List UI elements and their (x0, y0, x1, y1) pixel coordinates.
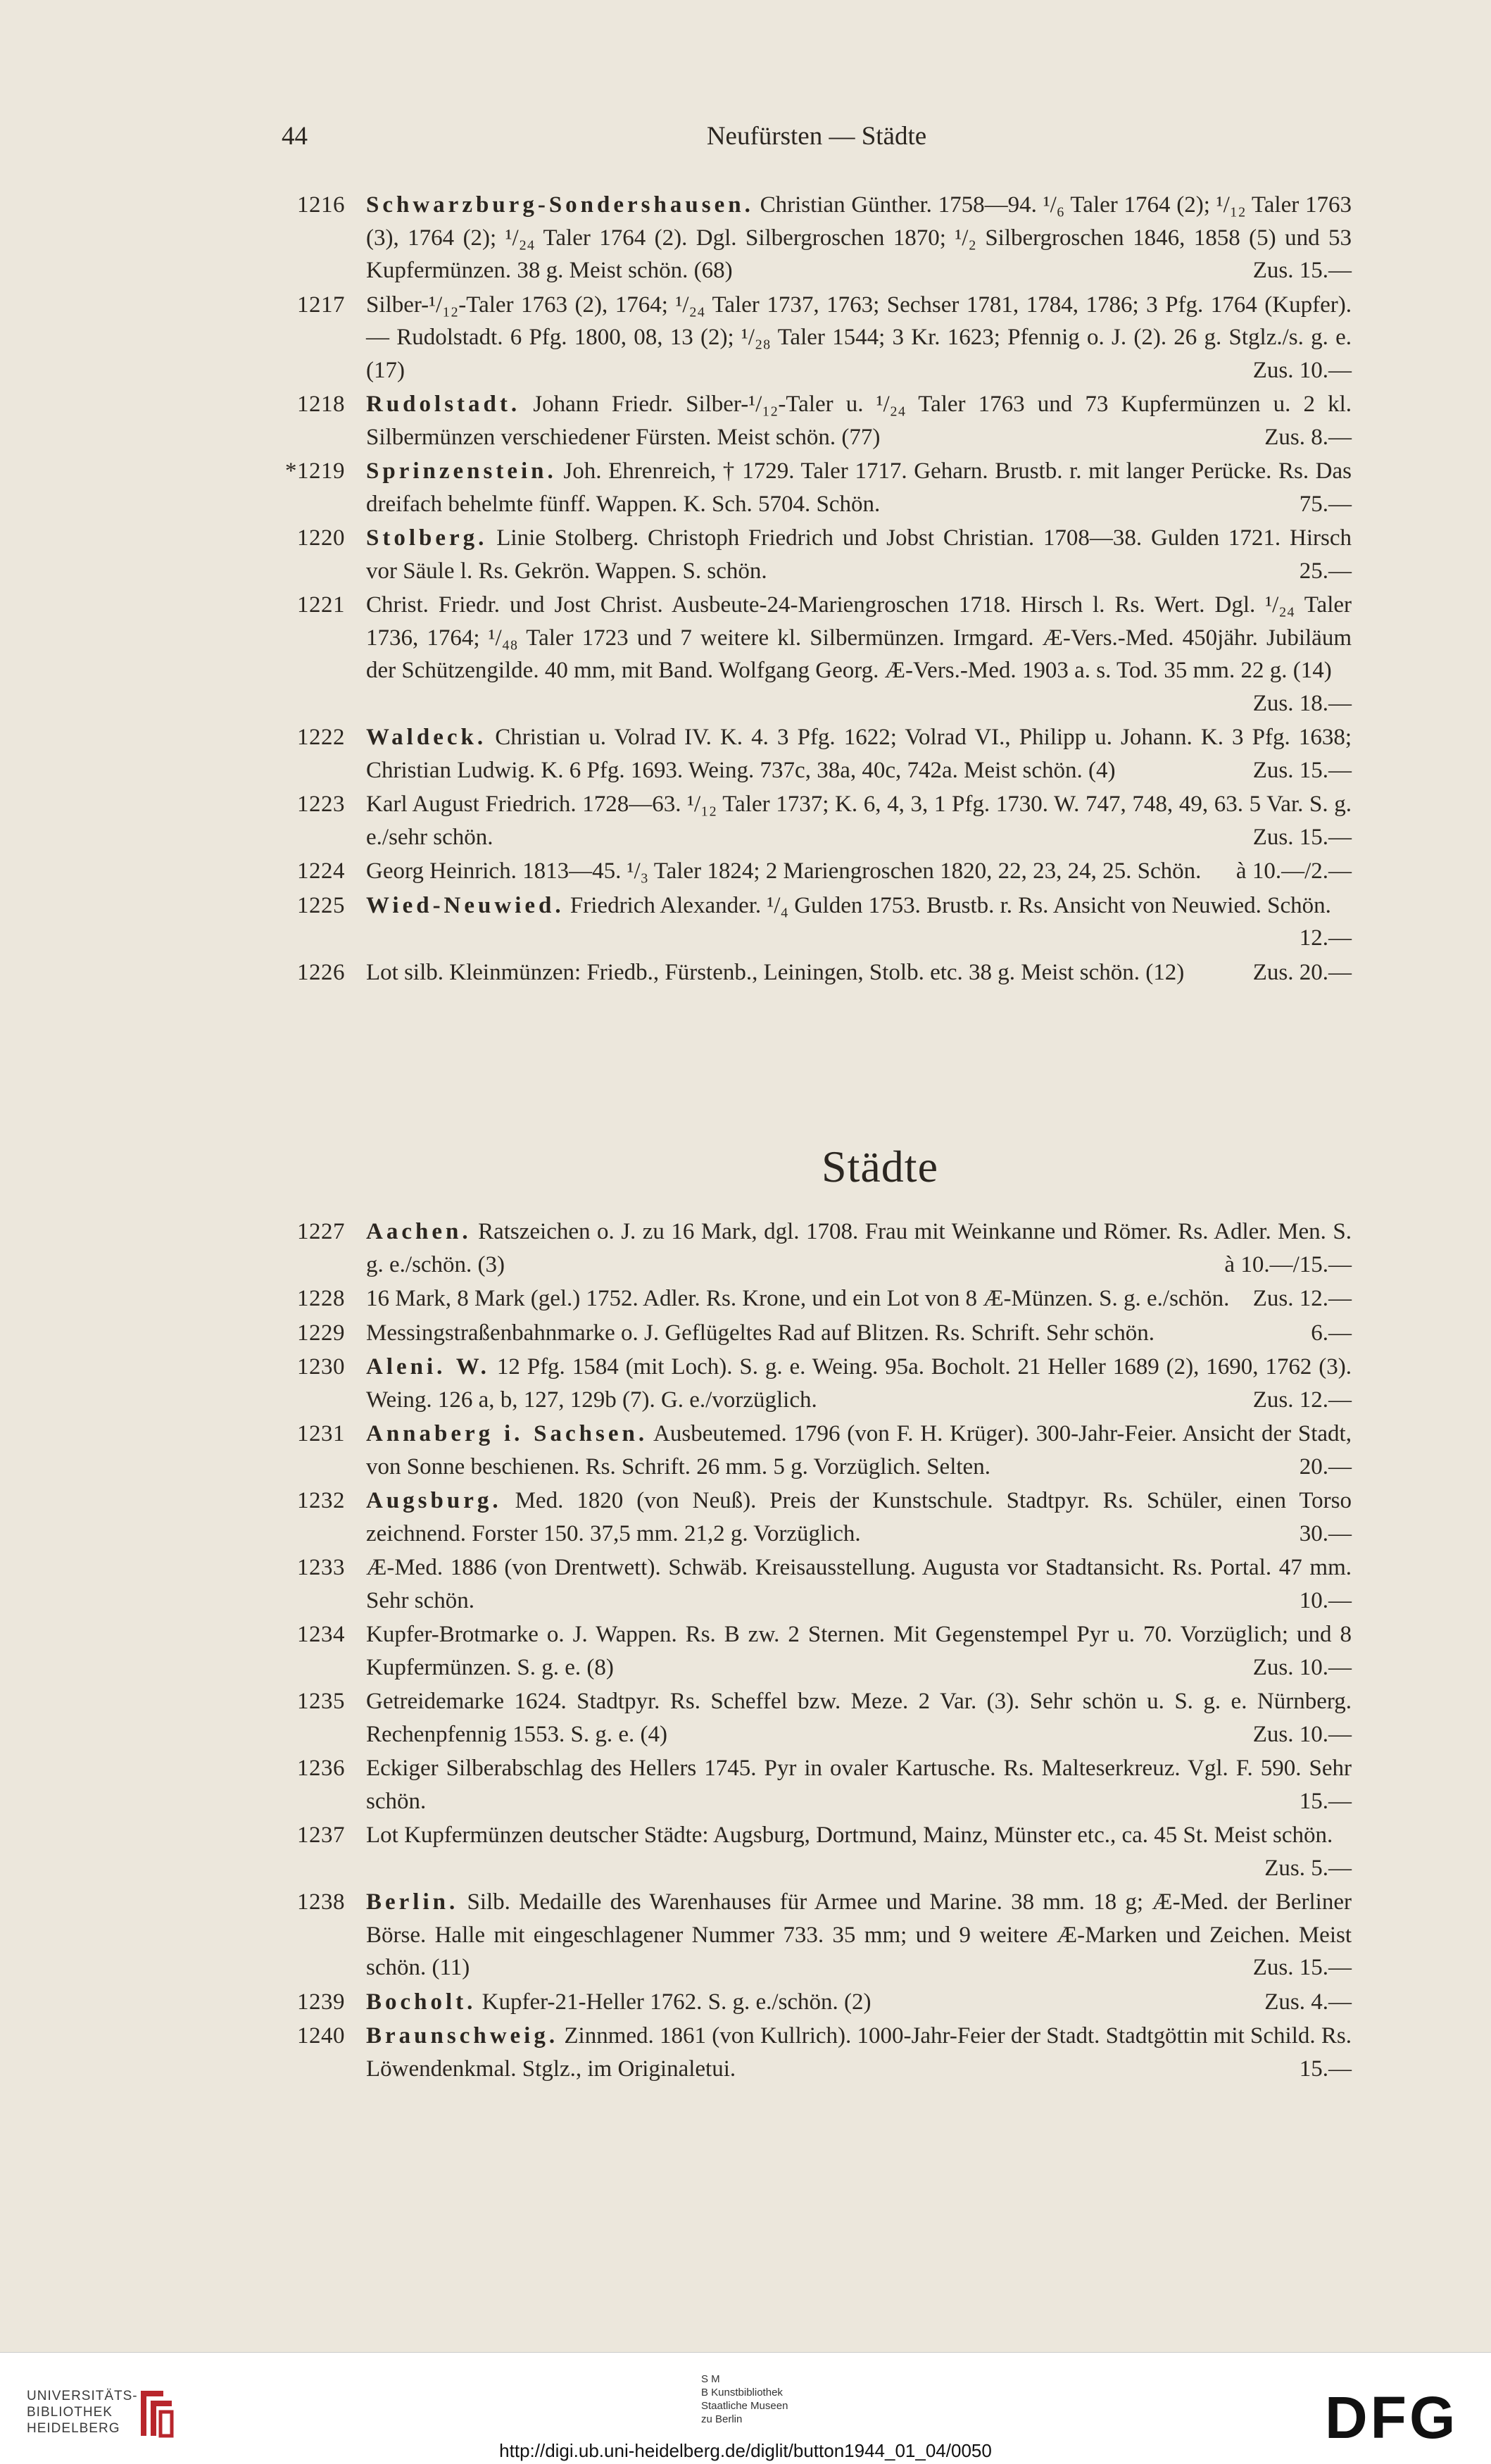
institution-credit: S M B Kunstbibliothek Staatliche Museen zu Berlin (701, 2373, 788, 2425)
lot-number: 1232 (297, 1488, 345, 1513)
lot-description (345, 1819, 1360, 1884)
lot-description (345, 1418, 1360, 1483)
lot-text: Æ-Med. 1886 (von Drentwett). Schwäb. Kreisausstellung. Augusta vor Stadtansicht. Rs. Portal. 47 mm. Sehr schön. (366, 1555, 1352, 1613)
catalog-entry (262, 1317, 1360, 1350)
lot-text: Christian u. Volrad IV. K. 4. 3 Pfg. 1622; Volrad VI., Philipp u. Johann. K. 3 Pfg. 1638; Christian Ludwig. K. 6 Pfg. 1693. Weing. 737c, 38a, 40c, 742a. Meist schön. (4) (366, 725, 1352, 783)
lot-heading: Augsburg. (366, 1488, 502, 1513)
lot-number: 1236 (297, 1756, 345, 1781)
lot-text: Zinnmed. 1861 (von Kullrich). 1000-Jahr-Feier der Stadt. Stadtgöttin mit Schild. Rs. Löwendenkmal. Stglz., im Originaletui. (366, 2023, 1352, 2082)
lot-number: 1229 (297, 1320, 345, 1346)
lot-description (345, 1317, 1360, 1350)
lot-price: 15.— (1299, 1788, 1352, 1814)
catalog-entry (262, 1752, 1360, 1818)
catalog-entry (262, 455, 1360, 520)
catalog-entry (262, 2020, 1360, 2085)
university-logo-icon[interactable] (135, 2387, 177, 2440)
lot-price: Zus. 12.— (1252, 1286, 1352, 1311)
lot-number: 1226 (297, 959, 345, 985)
lot-price: à 10.—/15.— (1224, 1251, 1352, 1277)
university-name[interactable]: UNIVERSITÄTS- BIBLIOTHEK HEIDELBERG (27, 2389, 138, 2436)
lot-price: Zus. 5.— (1264, 1855, 1352, 1881)
lot-text: Kupfer-Brotmarke o. J. Wappen. Rs. B zw. 2 Sternen. Mit Gegenstempel Pyr u. 70. Vorzüglich; und 8 Kupfermünzen. S. g. e. (8) (366, 1622, 1352, 1680)
lot-description (345, 788, 1360, 853)
lot-text: Eckiger Silberabschlag des Hellers 1745. Pyr in ovaler Kartusche. Rs. Malteserkreuz. Vgl. F. 590. Sehr schön. (366, 1756, 1352, 1814)
lot-number: 1238 (297, 1889, 345, 1915)
lot-text: Linie Stolberg. Christoph Friedrich und Jobst Christian. 1708—38. Gulden 1721. Hirsch vor Säule l. Rs. Gekrön. Wappen. S. schön. (366, 525, 1352, 584)
lot-number: 1217 (297, 292, 345, 318)
lot-description (345, 589, 1360, 720)
lot-price: 30.— (1299, 1520, 1352, 1546)
lot-text: Johann Friedr. Silber-¹/₁₂-Taler u. ¹/₂₄ Taler 1763 und 73 Kupfermünzen u. 2 kl. Silbermünzen verschiedener Fürsten. Meist schön. (77) (366, 392, 1352, 450)
lot-number: 1227 (297, 1219, 345, 1244)
catalog-entry (262, 589, 1360, 720)
lot-number: 1237 (297, 1822, 345, 1848)
lot-description (345, 721, 1360, 787)
lot-text: Georg Heinrich. 1813—45. ¹/₃ Taler 1824; 2 Mariengroschen 1820, 22, 23, 24, 25. Schön. (366, 858, 1202, 884)
lot-description (345, 388, 1360, 454)
catalog-entry (262, 1418, 1360, 1483)
lot-description (345, 1618, 1360, 1684)
lot-heading: Berlin. (366, 1889, 459, 1915)
lot-price: à 10.—/2.— (1235, 858, 1352, 884)
catalog-entry (262, 1618, 1360, 1684)
lot-description (345, 1752, 1360, 1818)
catalog-entry (262, 522, 1360, 587)
lot-text: Kupfer-21-Heller 1762. S. g. e./schön. (2) (482, 1989, 872, 2015)
catalog-entry (262, 1886, 1360, 1984)
lot-number: 1220 (297, 525, 345, 551)
lot-number: 1233 (297, 1555, 345, 1580)
lot-number: 1225 (297, 892, 345, 918)
source-url[interactable]: http://digi.ub.uni-heidelberg.de/diglit/button1944_01_04/0050 (499, 2440, 992, 2461)
lot-price: Zus. 18.— (1252, 690, 1352, 716)
lot-price: Zus. 15.— (1252, 258, 1352, 283)
lot-number: 1224 (297, 858, 345, 884)
lot-text: Silb. Medaille des Warenhauses für Armee und Marine. 38 mm. 18 g; Æ-Med. der Berliner Börse. Halle mit eingeschlagener Nummer 733. 35 mm; und 9 weitere Æ-Marken und Zeichen. Meist schön. (11) (366, 1889, 1352, 1980)
lot-heading: Aachen. (366, 1219, 472, 1244)
lot-number: 1228 (297, 1286, 345, 1311)
lot-description (345, 1282, 1360, 1315)
lot-number: 1230 (297, 1354, 345, 1380)
lot-description (345, 189, 1360, 287)
catalog-entry (262, 889, 1360, 955)
lot-text: Silber-¹/₁₂-Taler 1763 (2), 1764; ¹/₂₄ Taler 1737, 1763; Sechser 1781, 1784, 1786; 3 Pfg. 1764 (Kupfer). — Rudolstadt. 6 Pfg. 1800, 08, 13 (2); ¹/₂₈ Taler 1544; 3 Kr. 1623; Pfennig o. J. (2). 26 g. Stglz./s. g. e. (17) (366, 292, 1352, 383)
lot-price: Zus. 15.— (1252, 757, 1352, 783)
lot-text: Getreidemarke 1624. Stadtpyr. Rs. Scheffel bzw. Meze. 2 Var. (3). Sehr schön u. S. g. e. Nürnberg. Rechenpfennig 1553. S. g. e. (4) (366, 1689, 1352, 1747)
lot-price: Zus. 12.— (1252, 1387, 1352, 1413)
lot-heading: Wied-Neuwied. (366, 892, 565, 918)
lot-price: 20.— (1299, 1453, 1352, 1480)
entries-neufuersten (262, 189, 1360, 990)
lot-number: 1216 (297, 192, 345, 218)
lot-text: Messingstraßenbahnmarke o. J. Geflügeltes Rad auf Blitzen. Rs. Schrift. Sehr schön. (366, 1320, 1155, 1346)
page-header (282, 121, 1345, 163)
catalog-entry (262, 1215, 1360, 1281)
lot-price: 6.— (1311, 1320, 1352, 1346)
lot-text: Lot Kupfermünzen deutscher Städte: Augsburg, Dortmund, Mainz, Münster etc., ca. 45 St. Meist schön. (366, 1822, 1333, 1848)
catalog-entry (262, 1685, 1360, 1751)
lot-number: 1234 (297, 1622, 345, 1647)
catalog-entry (262, 956, 1360, 989)
lot-price: Zus. 15.— (1252, 1955, 1352, 1980)
lot-price: Zus. 20.— (1252, 959, 1352, 985)
lot-number: 1222 (297, 725, 345, 750)
lot-price: Zus. 10.— (1252, 357, 1352, 383)
lot-description (345, 1484, 1360, 1550)
lot-heading: Aleni. W. (366, 1354, 490, 1380)
lot-description (345, 889, 1360, 955)
catalog-entry (262, 1819, 1360, 1884)
lot-heading: Rudolstadt. (366, 392, 521, 417)
lot-text: Friedrich Alexander. ¹/₄ Gulden 1753. Brustb. r. Rs. Ansicht von Neuwied. Schön. (570, 892, 1331, 918)
lot-price: 15.— (1299, 2056, 1352, 2082)
lot-number: 1235 (297, 1689, 345, 1714)
viewer-footer (0, 2352, 1491, 2464)
running-title: Neufürsten — Städte (706, 122, 927, 151)
catalog-entry (262, 289, 1360, 387)
catalog-entry (262, 1986, 1360, 2019)
lot-heading: Stolberg. (366, 525, 488, 551)
catalog-entry (262, 189, 1360, 287)
lot-price: 12.— (1299, 925, 1352, 951)
lot-price: 25.— (1299, 558, 1352, 584)
catalog-entry (262, 1551, 1360, 1617)
lot-description (345, 455, 1360, 520)
page-number: 44 (282, 122, 308, 151)
lot-text: 16 Mark, 8 Mark (gel.) 1752. Adler. Rs. Krone, und ein Lot von 8 Æ-Münzen. S. g. e./schön. (366, 1286, 1230, 1311)
lot-description (345, 1685, 1360, 1751)
dfg-logo[interactable]: DFG (1325, 2384, 1459, 2451)
lot-description (345, 1986, 1360, 2019)
lot-description (345, 1551, 1360, 1617)
lot-description (345, 289, 1360, 387)
lot-price: Zus. 8.— (1264, 424, 1352, 450)
lot-text: Karl August Friedrich. 1728—63. ¹/₁₂ Taler 1737; K. 6, 4, 3, 1 Pfg. 1730. W. 747, 748, 49, 63. 5 Var. S. g. e./sehr schön. (366, 792, 1352, 850)
lot-price: 75.— (1299, 491, 1352, 517)
lot-description (345, 1886, 1360, 1984)
lot-price: Zus. 10.— (1252, 1654, 1352, 1680)
entries-staedte (262, 1215, 1360, 2087)
lot-number: 1239 (297, 1989, 345, 2015)
lot-heading: Sprinzenstein. (366, 458, 557, 484)
lot-text: Med. 1820 (von Neuß). Preis der Kunstschule. Stadtpyr. Rs. Schüler, einen Torso zeichnend. Forster 150. 37,5 mm. 21,2 g. Vorzüglich. (366, 1488, 1352, 1546)
catalog-entry (262, 788, 1360, 853)
lot-number: 1240 (297, 2023, 345, 2049)
lot-heading: Schwarzburg-Sondershausen. (366, 192, 754, 218)
lot-description (345, 956, 1360, 989)
lot-description (345, 1351, 1360, 1416)
lot-number: 1218 (297, 392, 345, 417)
lot-price: 10.— (1299, 1587, 1352, 1613)
catalog-entry (262, 721, 1360, 787)
lot-text: Ausbeutemed. 1796 (von F. H. Krüger). 300-Jahr-Feier. Ansicht der Stadt, von Sonne beschienen. Rs. Schrift. 26 mm. 5 g. Vorzüglich. Selten. (366, 1421, 1352, 1480)
lot-heading: Annaberg i. Sachsen. (366, 1421, 648, 1446)
catalog-entry (262, 1282, 1360, 1315)
lot-text: Christ. Friedr. und Jost Christ. Ausbeute-24-Mariengroschen 1718. Hirsch l. Rs. Wert. Dgl. ¹/₂₄ Taler 1736, 1764; ¹/₄₈ Taler 1723 und 7 weitere kl. Silbermünzen. Irmgard. Æ-Vers.-Med. 450jähr. Jubiläum der Schützengilde. 40 mm, mit Band. Wolfgang Georg. Æ-Vers.-Med. 1903 a. s. Tod. 35 mm. 22 g. (14) (366, 592, 1352, 683)
lot-heading: Bocholt. (366, 1989, 477, 2015)
lot-description (345, 1215, 1360, 1281)
lot-description (345, 855, 1360, 888)
lot-description (345, 522, 1360, 587)
lot-number: 1223 (297, 792, 345, 817)
lot-text: Lot silb. Kleinmünzen: Friedb., Fürstenb., Leiningen, Stolb. etc. 38 g. Meist schön. (12) (366, 959, 1185, 985)
lot-text: Joh. Ehrenreich, † 1729. Taler 1717. Geharn. Brustb. r. mit langer Perücke. Rs. Das dreifach behelmte fünff. Wappen. K. Sch. 5704. Schön. (366, 458, 1352, 517)
catalog-entry (262, 388, 1360, 454)
lot-heading: Braunschweig. (366, 2023, 559, 2049)
catalog-entry (262, 855, 1360, 888)
catalog-entry (262, 1351, 1360, 1416)
lot-text: 12 Pfg. 1584 (mit Loch). S. g. e. Weing. 95a. Bocholt. 21 Heller 1689 (2), 1690, 1762 (3). Weing. 126 a, b, 127, 129b (7). G. e./vorzüglich. (366, 1354, 1352, 1413)
lot-number: *1219 (285, 458, 345, 484)
section-title: Städte (822, 1142, 938, 1192)
lot-text: Ratszeichen o. J. zu 16 Mark, dgl. 1708. Frau mit Weinkanne und Römer. Rs. Adler. Men. S. g. e./schön. (3) (366, 1219, 1352, 1277)
lot-heading: Waldeck. (366, 725, 487, 750)
lot-text: Christian Günther. 1758—94. ¹/₆ Taler 1764 (2); ¹/₁₂ Taler 1763 (3), 1764 (2); ¹/₂₄ Taler 1764 (2). Dgl. Silbergroschen 1870; ¹/₂ Silbergroschen 1846, 1858 (5) und 53 Kupfermünzen. 38 g. Meist schön. (68) (366, 192, 1352, 283)
lot-description (345, 2020, 1360, 2085)
lot-price: Zus. 4.— (1264, 1989, 1352, 2015)
lot-number: 1221 (297, 592, 345, 618)
lot-price: Zus. 10.— (1252, 1721, 1352, 1747)
lot-number: 1231 (297, 1421, 345, 1446)
lot-price: Zus. 15.— (1252, 824, 1352, 850)
catalog-entry (262, 1484, 1360, 1550)
